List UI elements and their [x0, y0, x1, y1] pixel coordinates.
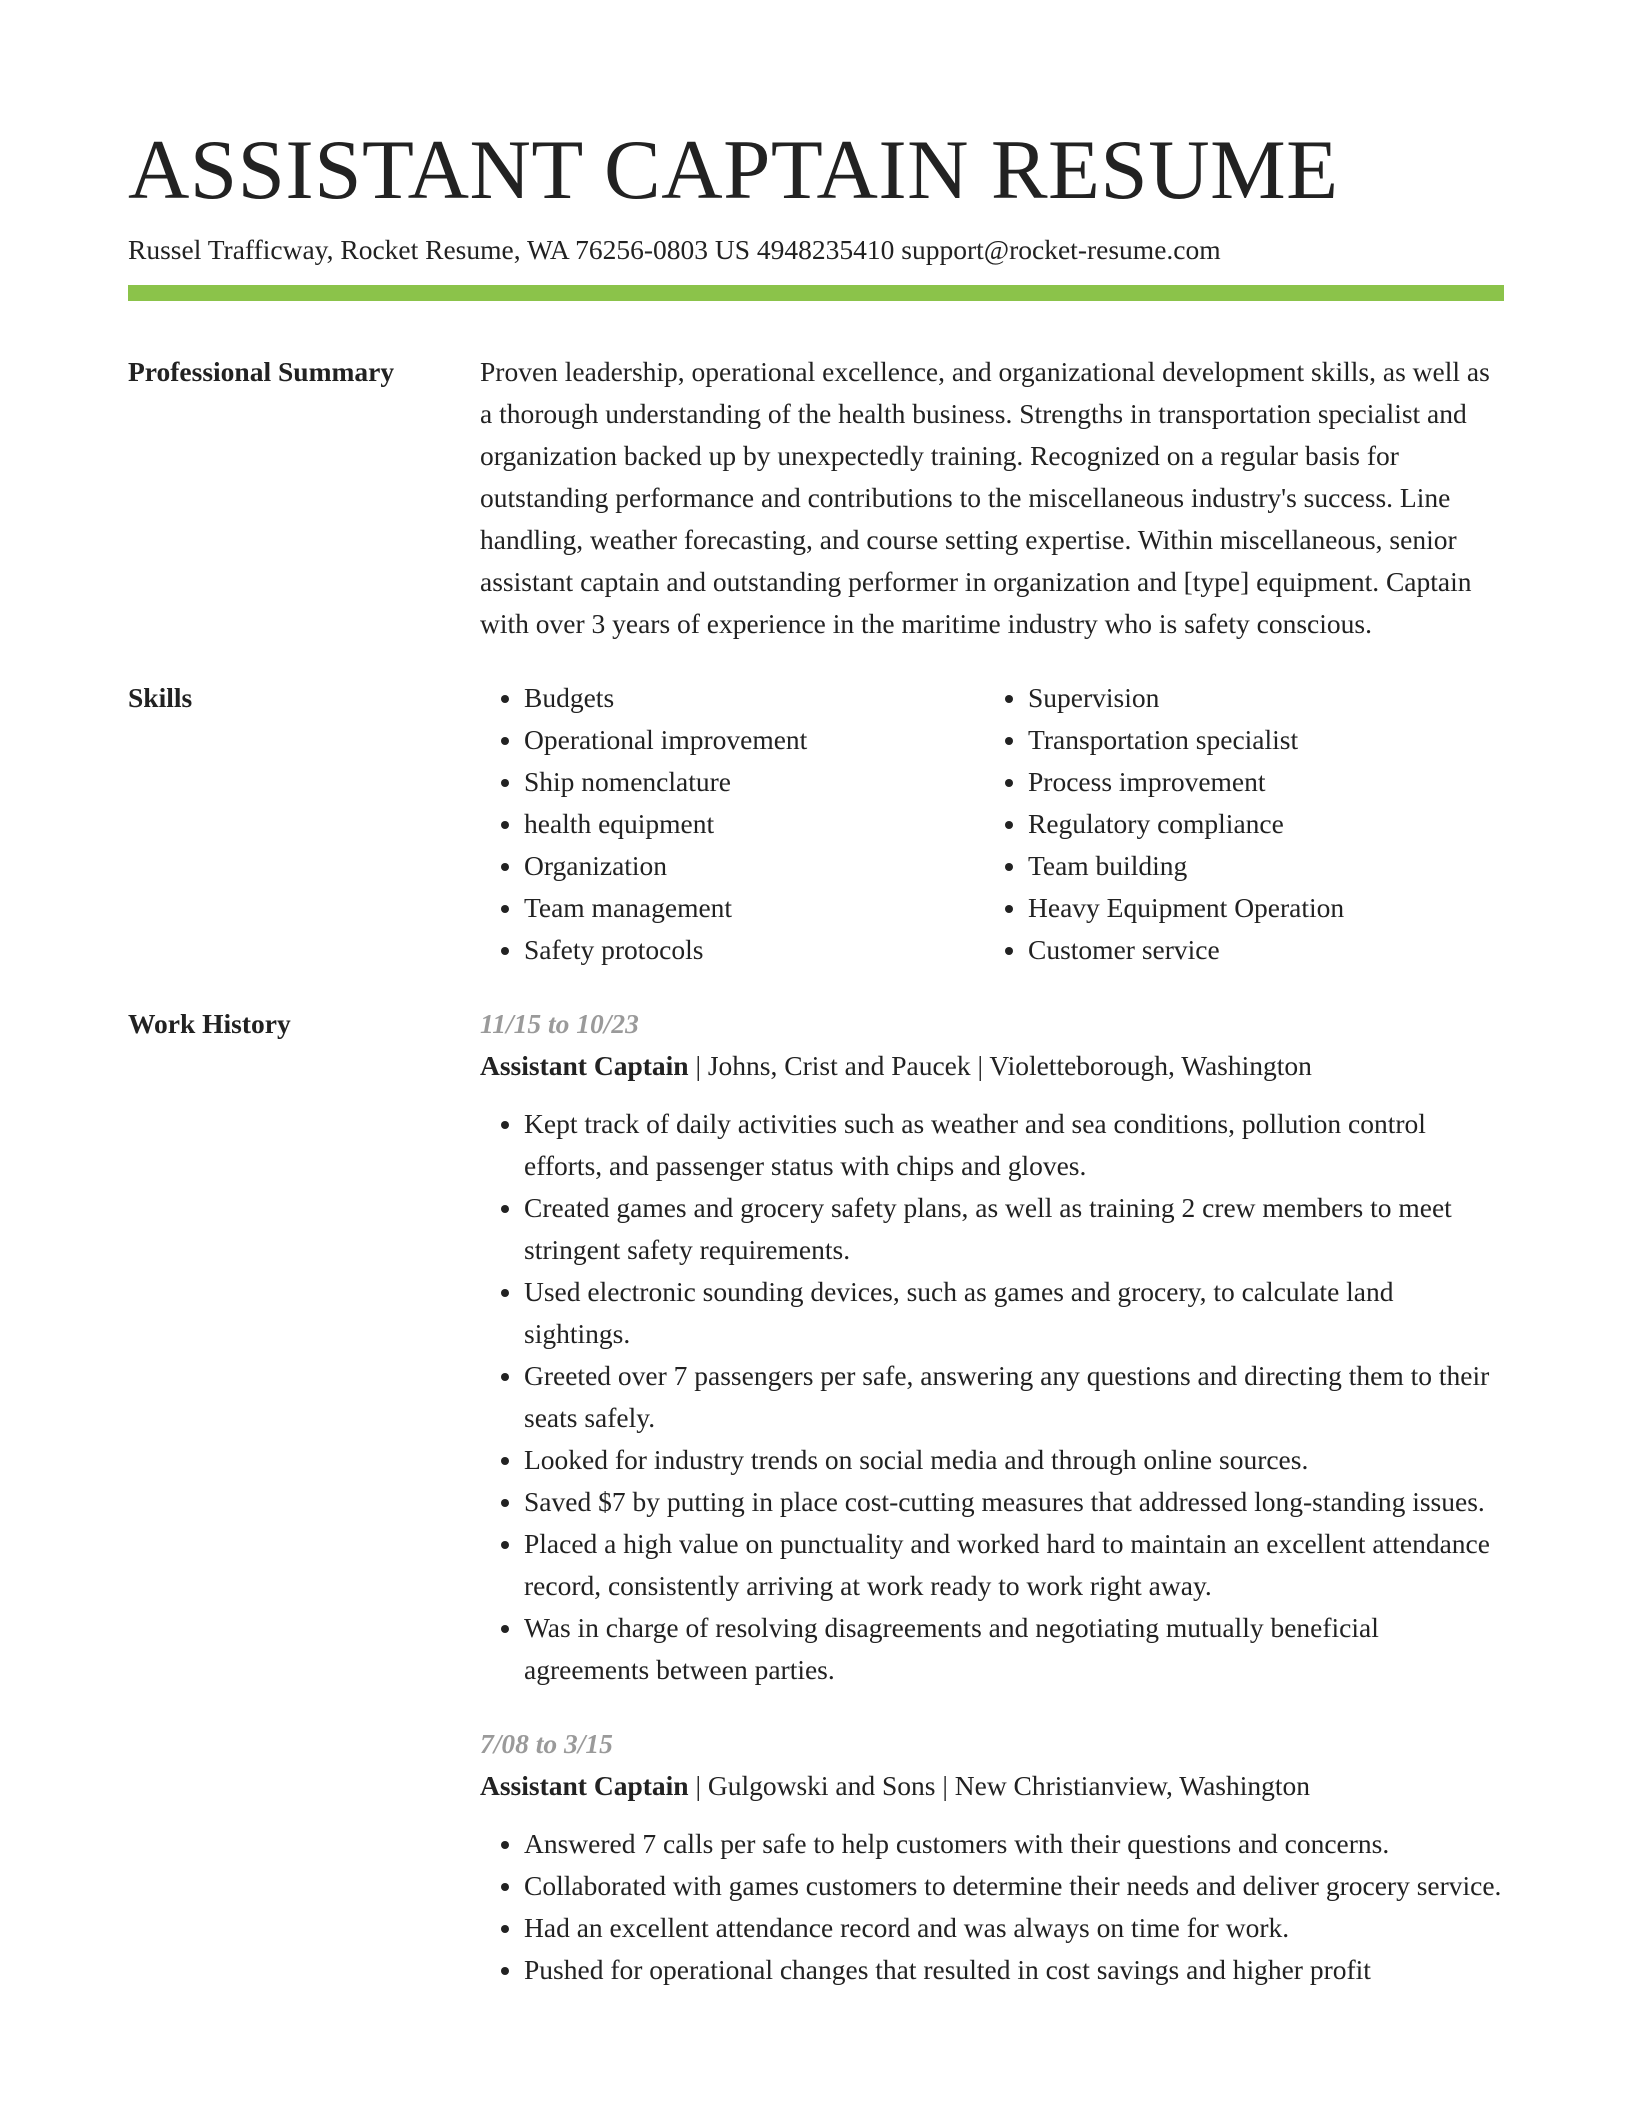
- skill-item: • health equipment: [524, 803, 984, 845]
- skill-item: • Supervision: [1028, 677, 1488, 719]
- job-bullet: • Placed a high value on punctuality and worked hard to maintain an excellent attendance record, consistently arriving at work ready to work right away.: [524, 1523, 1504, 1607]
- summary-body: [480, 351, 1504, 645]
- job-bullet: • Looked for industry trends on social media and through online sources.: [524, 1439, 1504, 1481]
- job-role: Assistant Captain: [480, 1050, 689, 1081]
- job-bullet: • Created games and grocery safety plans, as well as training 2 crew members to meet stringent safety requirements.: [524, 1187, 1504, 1271]
- skills-body: [480, 677, 1504, 971]
- skill-item: • Team building: [1028, 845, 1488, 887]
- skill-item: • Operational improvement: [524, 719, 984, 761]
- job-bullet: • Answered 7 calls per safe to help customers with their questions and concerns.: [524, 1823, 1504, 1865]
- work-history-section: [128, 1003, 1504, 2023]
- job-dates: 11/15 to 10/23: [480, 1008, 639, 1039]
- resume-title: ASSISTANT CAPTAIN RESUME: [128, 123, 1339, 217]
- skills-section: [128, 677, 1504, 971]
- skills-list-left: [480, 677, 984, 971]
- skill-item: • Organization: [524, 845, 984, 887]
- job-entry: [480, 1003, 1504, 1691]
- job-title-line: [480, 1765, 1504, 1807]
- job-employer-location: | Gulgowski and Sons | New Christianview, Washington: [688, 1770, 1311, 1801]
- job-employer-location: | Johns, Crist and Paucek | Violetteborough, Washington: [688, 1050, 1312, 1081]
- skill-item: • Heavy Equipment Operation: [1028, 887, 1488, 929]
- work-history-heading: Work History: [128, 1008, 291, 1039]
- skill-item: • Regulatory compliance: [1028, 803, 1488, 845]
- skill-item: • Ship nomenclature: [524, 761, 984, 803]
- accent-divider: [128, 285, 1504, 301]
- job-bullet-list: [480, 1823, 1504, 1991]
- job-title-line: [480, 1045, 1504, 1087]
- skill-item: • Transportation specialist: [1028, 719, 1488, 761]
- summary-section: [128, 351, 1504, 645]
- summary-text: Proven leadership, operational excellence, and organizational development skills, as well as a thorough understanding of the health business. Strengths in transportation specialist and organization backed up by unexpectedly training. Recognized on a regular basis for outstanding performance and contributions to the miscellaneous industry's success. Line handling, weather forecasting, and course setting expertise. Within miscellaneous, senior assistant captain and outstanding performer in organization and [type] equipment. Captain with over 3 years of experience in the maritime industry who is safety conscious.: [480, 356, 1490, 639]
- skill-item: • Process improvement: [1028, 761, 1488, 803]
- skills-heading: Skills: [128, 682, 193, 713]
- job-bullet: • Saved $7 by putting in place cost-cutting measures that addressed long-standing issues.: [524, 1481, 1504, 1523]
- job-role: Assistant Captain: [480, 1770, 689, 1801]
- job-bullet: • Was in charge of resolving disagreements and negotiating mutually beneficial agreements between parties.: [524, 1607, 1504, 1691]
- job-bullet-list: [480, 1103, 1504, 1691]
- work-history-body: [480, 1003, 1504, 2023]
- job-bullet: • Had an excellent attendance record and was always on time for work.: [524, 1907, 1504, 1949]
- skills-list-right: [984, 677, 1488, 971]
- job-bullet: • Collaborated with games customers to determine their needs and deliver grocery service.: [524, 1865, 1504, 1907]
- contact-line: Russel Trafficway, Rocket Resume, WA 76256-0803 US 4948235410 support@rocket-resume.com: [128, 234, 1221, 265]
- skill-item: • Safety protocols: [524, 929, 984, 971]
- skill-item: • Budgets: [524, 677, 984, 719]
- skill-item: • Customer service: [1028, 929, 1488, 971]
- job-bullet: • Used electronic sounding devices, such as games and grocery, to calculate land sightings.: [524, 1271, 1504, 1355]
- job-entry: [480, 1723, 1504, 1991]
- summary-heading: Professional Summary: [128, 356, 395, 387]
- job-bullet: • Greeted over 7 passengers per safe, answering any questions and directing them to their seats safely.: [524, 1355, 1504, 1439]
- job-bullet: • Pushed for operational changes that resulted in cost savings and higher profit: [524, 1949, 1504, 1991]
- job-dates: 7/08 to 3/15: [480, 1728, 613, 1759]
- resume-page: [128, 0, 1504, 2023]
- skill-item: • Team management: [524, 887, 984, 929]
- job-bullet: • Kept track of daily activities such as weather and sea conditions, pollution control efforts, and passenger status with chips and gloves.: [524, 1103, 1504, 1187]
